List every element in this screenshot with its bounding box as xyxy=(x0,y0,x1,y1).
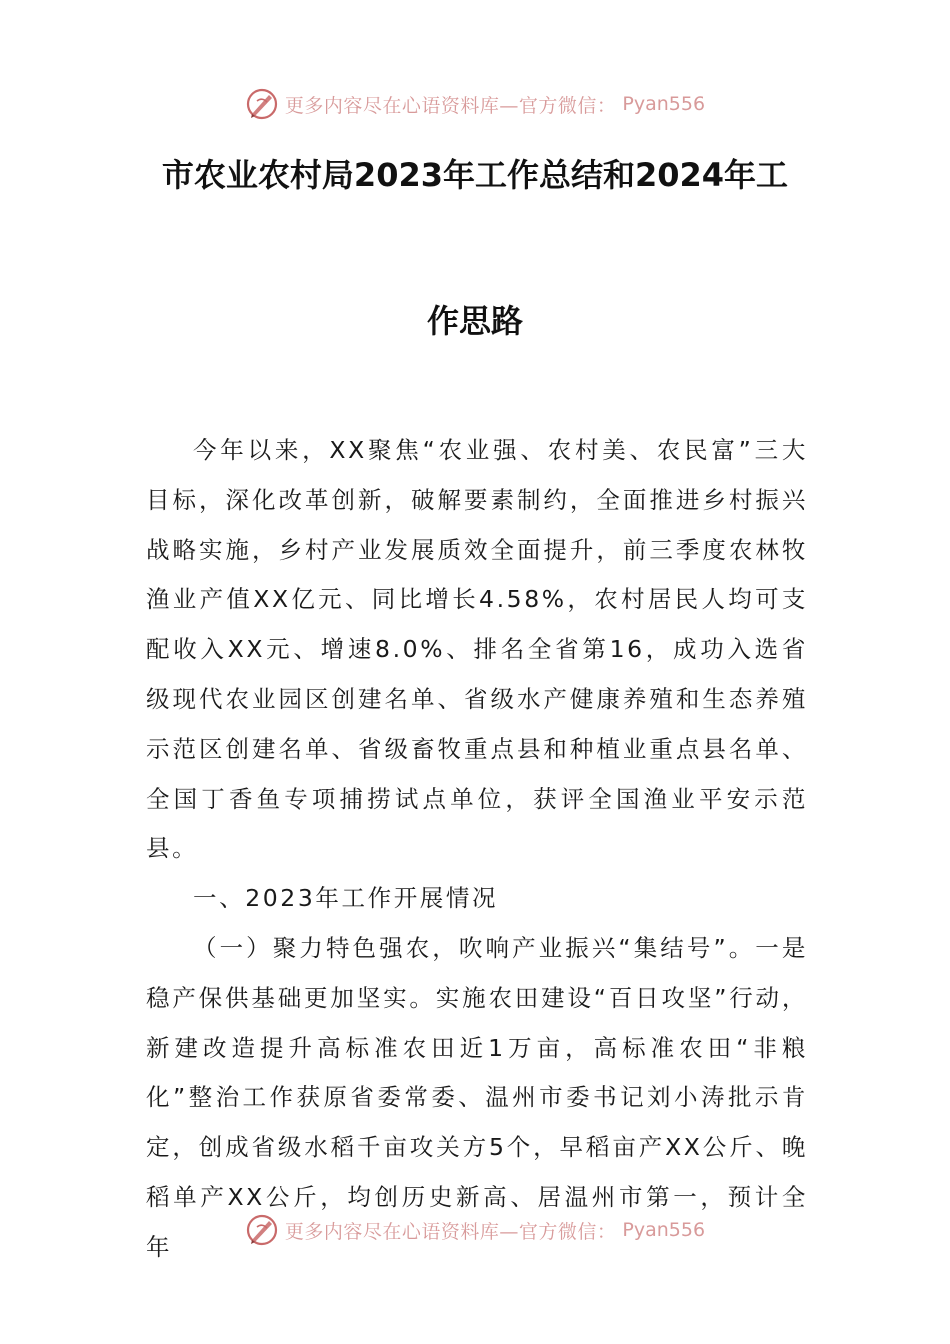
intro-paragraph: 今年以来，XX聚焦“农业强、农村美、农民富”三大目标，深化改革创新，破解要素制约，全面推进乡村振兴战略实施，乡村产业发展质效全面提升，前三季度农林牧渔业产值XX亿元、同比增长4.58%，农村居民人均可支配收入XX元、增速8.0%、排名全省第16，成功入选省级现代农业园区创建名单、省级水产健康养殖和生态养殖示范区创建名单、省级畜牧重点县和种植业重点县名单、全国丁香鱼专项捕捞试点单位，获评全国渔业平安示范县。 xyxy=(146,436,808,863)
document-title-line-2: 作思路 xyxy=(426,302,523,340)
section-heading: 一、2023年工作开展情况 xyxy=(193,884,499,913)
watermark-text: 更多内容尽在心语资料库—官方微信： xyxy=(284,1220,617,1243)
pen-circle-logo-icon xyxy=(245,1213,279,1247)
watermark-wechat-id: Pyan556 xyxy=(622,1219,706,1241)
watermark-header xyxy=(0,84,950,124)
document-body xyxy=(146,426,808,1273)
document-title-line-1: 市农业农村局2023年工作总结和2024年工 xyxy=(161,156,789,194)
subsection-paragraph: （一）聚力特色强农，吹响产业振兴“集结号”。一是稳产保供基础更加坚实。实施农田建设“百日攻坚”行动，新建改造提升高标准农田近1万亩，高标准农田“非粮化”整治工作获原省委常委、温州市委书记刘小涛批示肯定，创成省级水稻千亩攻关方5个，早稻亩产XX公斤、晚稻单产XX公斤，均创历史新高、居温州市第一，预计全年 xyxy=(146,933,808,1261)
pen-circle-logo-icon xyxy=(245,87,279,121)
watermark-text: 更多内容尽在心语资料库—官方微信： xyxy=(284,94,617,117)
watermark-footer xyxy=(0,1210,950,1250)
watermark-wechat-id: Pyan556 xyxy=(622,93,706,115)
